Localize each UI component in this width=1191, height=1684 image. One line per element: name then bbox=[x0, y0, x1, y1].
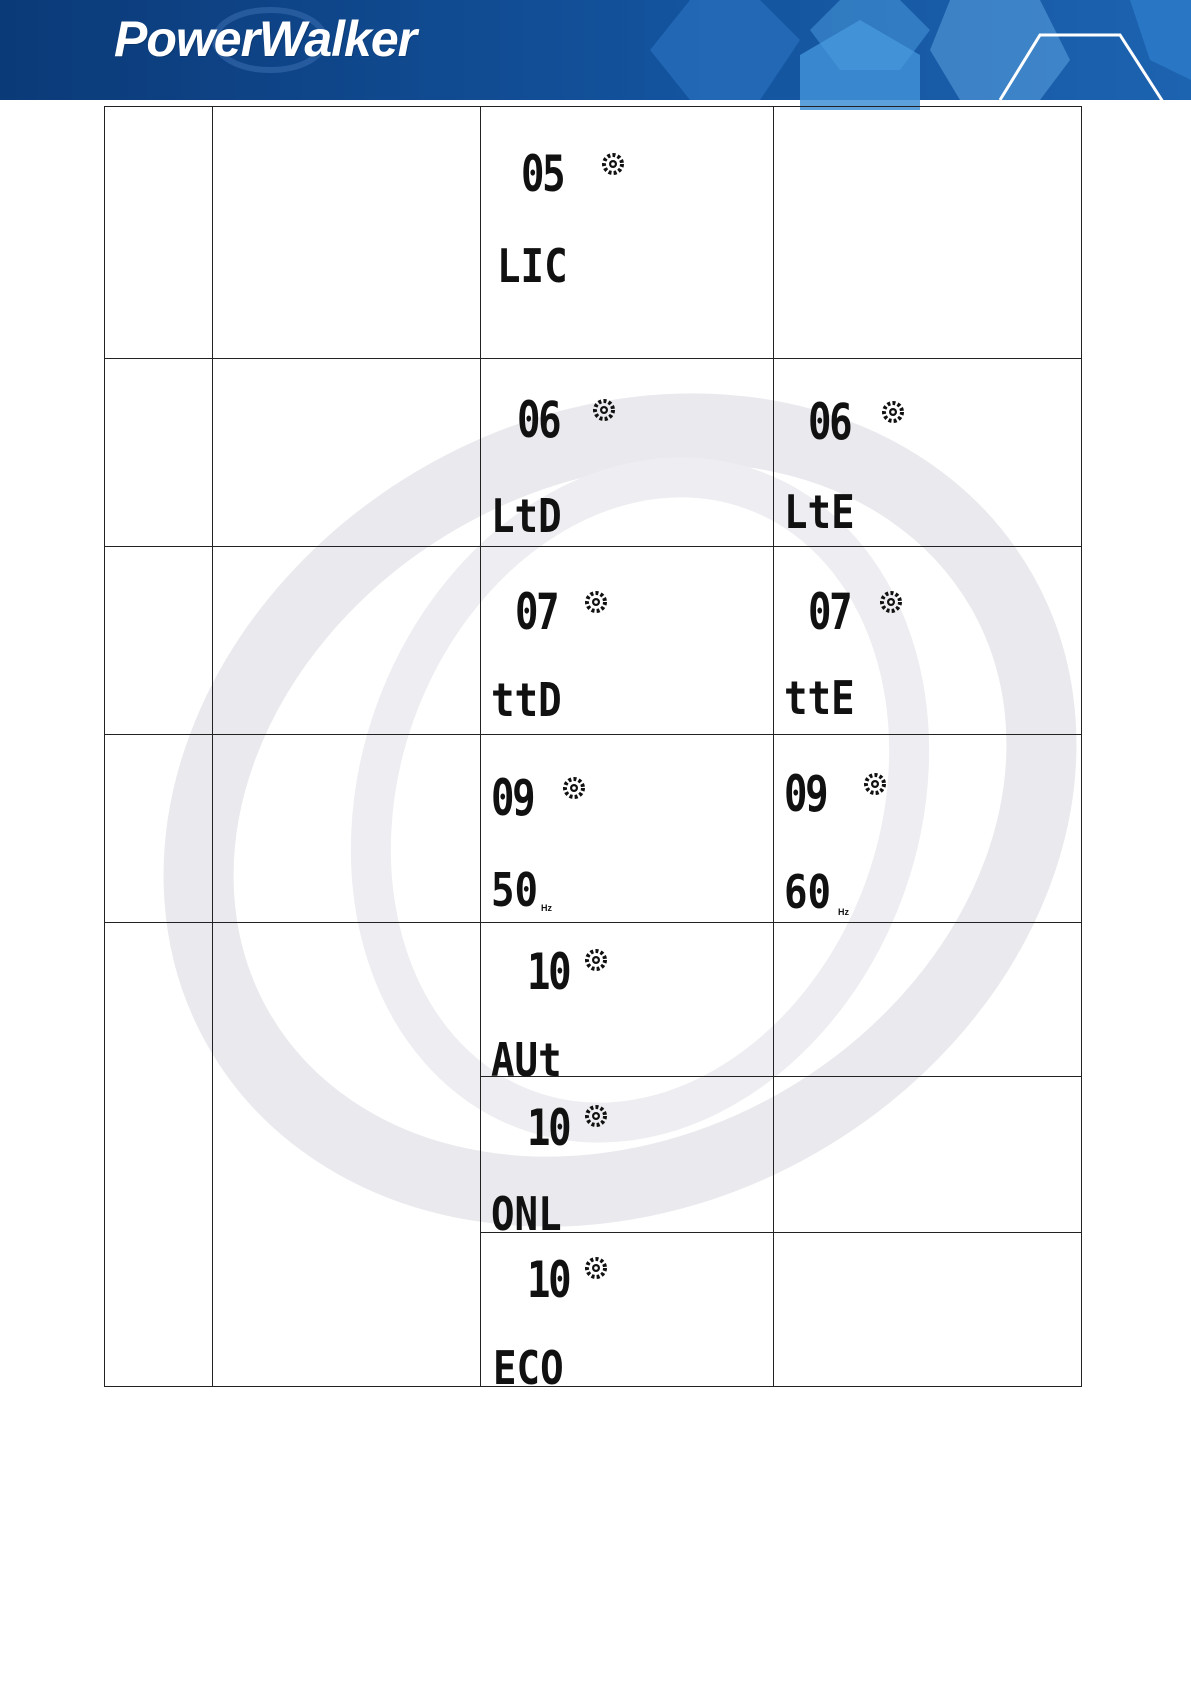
lcd-code: 09 bbox=[784, 765, 827, 823]
empty-cell bbox=[774, 1233, 1082, 1387]
empty-cell bbox=[105, 735, 213, 923]
empty-cell bbox=[213, 735, 481, 923]
empty-cell bbox=[213, 359, 481, 547]
lcd-display bbox=[481, 1233, 774, 1395]
lcd-value: ONL bbox=[491, 1187, 562, 1241]
gear-icon bbox=[583, 589, 609, 615]
lcd-display bbox=[481, 107, 774, 359]
empty-cell bbox=[105, 547, 213, 735]
empty-cell bbox=[213, 923, 481, 1387]
lcd-display bbox=[481, 359, 774, 547]
gear-icon bbox=[591, 397, 617, 423]
lcd-display bbox=[774, 735, 1082, 923]
lcd-code: 10 bbox=[527, 1099, 570, 1157]
gear-icon bbox=[583, 1255, 609, 1281]
lcd-value: LtE bbox=[784, 485, 855, 539]
lcd-value: ECO bbox=[493, 1341, 564, 1395]
brand-logo: PowerWalker bbox=[114, 11, 417, 67]
empty-cell bbox=[774, 1077, 1082, 1233]
lcd-display bbox=[481, 1077, 774, 1241]
lcd-value: AUt bbox=[491, 1033, 562, 1087]
lcd-display bbox=[481, 735, 774, 923]
table-row bbox=[105, 735, 1082, 923]
lcd-code: 10 bbox=[527, 943, 570, 1001]
gear-icon bbox=[880, 399, 906, 425]
lcd-code: 07 bbox=[515, 583, 558, 641]
empty-cell bbox=[774, 923, 1082, 1077]
settings-table bbox=[104, 106, 1082, 1395]
lcd-value: ttD bbox=[491, 673, 562, 727]
empty-cell bbox=[213, 547, 481, 735]
empty-cell bbox=[105, 923, 213, 1387]
lcd-value: 50 bbox=[491, 863, 539, 917]
table-row bbox=[105, 359, 1082, 547]
empty-cell bbox=[105, 359, 213, 547]
lcd-value: LIC bbox=[497, 239, 568, 293]
gear-icon bbox=[878, 589, 904, 615]
header-banner bbox=[0, 0, 1191, 110]
lcd-code: 09 bbox=[491, 769, 534, 827]
lcd-value: 60 bbox=[784, 865, 832, 919]
empty-cell bbox=[774, 107, 1082, 359]
empty-cell bbox=[213, 107, 481, 359]
lcd-code: 06 bbox=[517, 391, 560, 449]
gear-icon bbox=[862, 771, 888, 797]
gear-icon bbox=[583, 947, 609, 973]
lcd-code: 10 bbox=[527, 1251, 570, 1309]
table-row bbox=[105, 923, 1082, 1077]
lcd-display bbox=[481, 923, 774, 1087]
lcd-code: 05 bbox=[521, 145, 564, 203]
gear-icon bbox=[561, 775, 587, 801]
lcd-display bbox=[774, 547, 1082, 735]
empty-cell bbox=[105, 107, 213, 359]
table-row bbox=[105, 547, 1082, 735]
unit-label: Hz bbox=[838, 907, 849, 917]
unit-label: Hz bbox=[541, 903, 552, 913]
lcd-code: 06 bbox=[808, 393, 851, 451]
table-row bbox=[105, 107, 1082, 359]
lcd-code: 07 bbox=[808, 583, 851, 641]
lcd-value: ttE bbox=[784, 671, 855, 725]
lcd-display bbox=[774, 359, 1082, 547]
lcd-value: LtD bbox=[491, 489, 562, 543]
gear-icon bbox=[600, 151, 626, 177]
gear-icon bbox=[583, 1103, 609, 1129]
lcd-display bbox=[481, 547, 774, 735]
